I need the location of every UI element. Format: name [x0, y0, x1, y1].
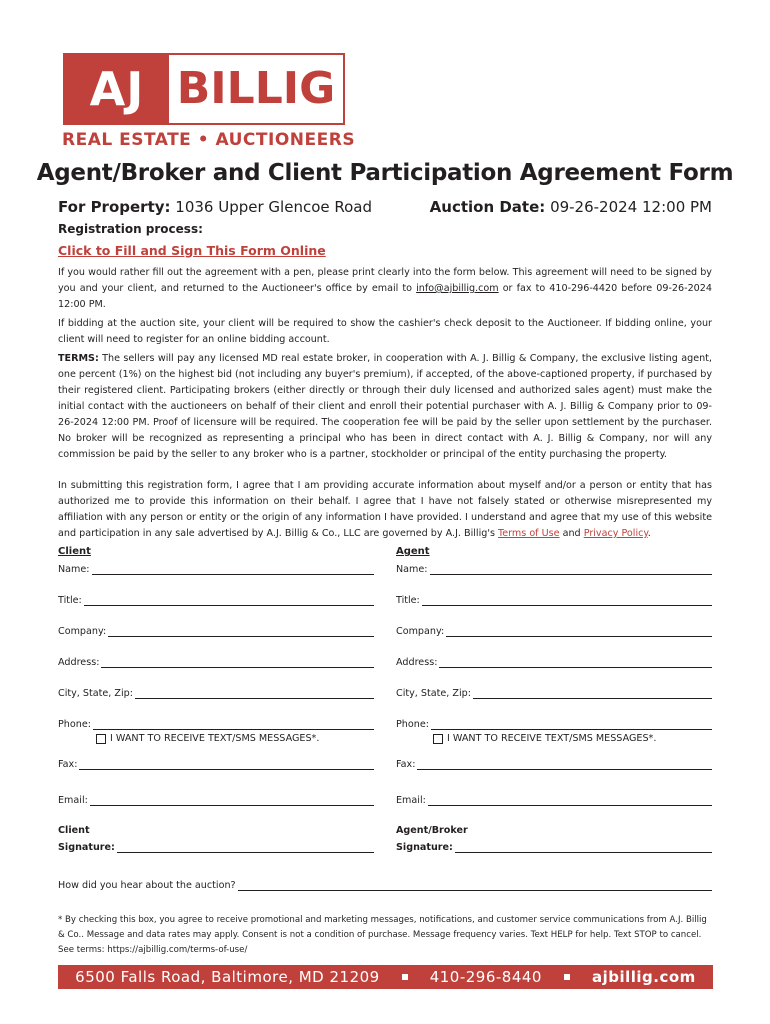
agent-signature-line[interactable]	[455, 841, 712, 853]
client-sms-checkbox[interactable]	[96, 733, 319, 744]
client-city-field[interactable]	[58, 685, 374, 699]
privacy-policy-link[interactable]: Privacy Policy	[583, 528, 648, 539]
client-phone-line[interactable]	[93, 718, 374, 730]
property-label: For Property:	[58, 198, 171, 216]
hear-about-line[interactable]	[238, 879, 712, 891]
sms-footnote: * By checking this box, you agree to receive promotional and marketing messages, notifications, and customer service communications from A.J. Billig & Co.. Message and data rates may apply. Consent is not a condition of purchase. Message frequency varies. Text HELP for help. Text STOP to cancel. See terms: https://ajbillig.com/terms-of-use/	[58, 915, 707, 955]
auction-date-value: 09-26-2024 12:00 PM	[550, 198, 712, 216]
square-bullet-icon	[564, 974, 570, 980]
square-bullet-icon	[402, 974, 408, 980]
terms-label: TERMS:	[58, 353, 99, 364]
client-title-line[interactable]	[84, 594, 374, 606]
agent-sms-label: I WANT TO RECEIVE TEXT/SMS MESSAGES*.	[447, 733, 657, 744]
client-name-line[interactable]	[92, 563, 374, 575]
instructions-text-end: or fax to 410-296-4420 before 09-26-2024 12:00 PM.	[58, 283, 712, 310]
agent-name-field[interactable]	[396, 561, 712, 575]
agreement-and: and	[559, 528, 584, 539]
terms-paragraph	[58, 351, 712, 463]
client-fax-field[interactable]	[58, 756, 374, 770]
agent-title-line[interactable]	[422, 594, 712, 606]
agent-address-line[interactable]	[439, 656, 712, 668]
agent-city-line[interactable]	[473, 687, 712, 699]
property-value: 1036 Upper Glencoe Road	[175, 198, 373, 216]
client-name-label: Name:	[58, 564, 90, 575]
agent-address-field[interactable]	[396, 654, 712, 668]
client-phone-label: Phone:	[58, 719, 91, 730]
agent-email-label: Email:	[396, 795, 426, 806]
footer-website[interactable]: ajbillig.com	[591, 968, 696, 986]
agent-fax-field[interactable]	[396, 756, 712, 770]
fill-sign-online-link[interactable]: Click to Fill and Sign This Form Online	[58, 243, 326, 258]
hear-about-field[interactable]	[58, 877, 712, 891]
client-title-field[interactable]	[58, 592, 374, 606]
logo-aj: AJ	[65, 55, 169, 123]
agent-fax-label: Fax:	[396, 759, 416, 770]
footer-phone: 410-296-8440	[429, 968, 542, 986]
agent-company-field[interactable]	[396, 623, 712, 637]
footer-address: 6500 Falls Road, Baltimore, MD 21209	[75, 968, 380, 986]
agent-city-field[interactable]	[396, 685, 712, 699]
agent-signature-label	[396, 823, 468, 839]
agent-name-line[interactable]	[430, 563, 712, 575]
agent-sig-label2: Signature:	[396, 842, 453, 853]
client-address-field[interactable]	[58, 654, 374, 668]
agent-name-label: Name:	[396, 564, 428, 575]
agent-phone-field[interactable]	[396, 716, 712, 730]
agreement-paragraph	[58, 478, 712, 542]
checkbox-icon[interactable]	[433, 734, 443, 744]
client-email-field[interactable]	[58, 792, 374, 806]
client-signature-label	[58, 823, 90, 839]
client-city-label: City, State, Zip:	[58, 688, 133, 699]
client-signature-line[interactable]	[117, 841, 374, 853]
agent-sig-line1: Agent/Broker	[396, 825, 468, 836]
registration-heading: Registration process:	[58, 222, 203, 236]
agent-address-label: Address:	[396, 657, 438, 668]
checkbox-icon[interactable]	[96, 734, 106, 744]
agreement-end: .	[647, 528, 651, 539]
client-company-field[interactable]	[58, 623, 374, 637]
company-logo	[63, 53, 345, 125]
agent-city-label: City, State, Zip:	[396, 688, 471, 699]
agent-fax-line[interactable]	[417, 758, 712, 770]
logo-tagline: REAL ESTATE • AUCTIONEERS	[62, 130, 356, 150]
auction-date-line	[430, 198, 712, 216]
agreement-text: In submitting this registration form, I agree that I am providing accurate information about myself and/or a person or entity that has authorized me to provide this information on their behalf. I agree that I have not falsely stated or otherwise misrepresented my affiliation with any person or entity or the origin of any information I have provided. I understand and agree that my use of this website and participation in any sale advertised by A.J. Billig & Co., LLC are governed by A.J. Billig's	[58, 480, 712, 539]
agent-company-label: Company:	[396, 626, 445, 637]
agent-email-field[interactable]	[396, 792, 712, 806]
agent-phone-line[interactable]	[431, 718, 712, 730]
auction-date-label: Auction Date:	[429, 198, 546, 216]
client-heading: Client	[58, 546, 91, 557]
client-phone-field[interactable]	[58, 716, 374, 730]
footer-bar	[58, 965, 713, 989]
email-link[interactable]: info@ajbillig.com	[416, 283, 499, 294]
client-email-label: Email:	[58, 795, 88, 806]
agent-phone-label: Phone:	[396, 719, 429, 730]
client-sig-label2: Signature:	[58, 842, 115, 853]
agent-sms-checkbox[interactable]	[433, 733, 656, 744]
client-address-line[interactable]	[101, 656, 374, 668]
client-city-line[interactable]	[135, 687, 374, 699]
client-company-line[interactable]	[108, 625, 374, 637]
client-title-label: Title:	[58, 595, 82, 606]
terms-of-use-link[interactable]: Terms of Use	[498, 528, 560, 539]
bidding-paragraph: If bidding at the auction site, your client will be required to show the cashier's check deposit to the Auctioneer. If bidding online, your client will need to register for an online bidding account.	[58, 318, 712, 345]
client-signature-field[interactable]	[58, 839, 374, 853]
instructions-paragraph	[58, 265, 712, 313]
agent-heading: Agent	[396, 546, 430, 557]
client-fax-line[interactable]	[79, 758, 374, 770]
client-address-label: Address:	[58, 657, 100, 668]
instructions-text: If you would rather fill out the agreement with a pen, please print clearly into the form below. This agreement will need to be signed by you and your client, and returned to the Auctioneer's office by email to	[58, 267, 712, 294]
client-email-line[interactable]	[90, 794, 374, 806]
agent-title-label: Title:	[396, 595, 420, 606]
client-sig-line1: Client	[58, 825, 90, 836]
terms-text: The sellers will pay any licensed MD real estate broker, in cooperation with A. J. Billig & Company, the exclusive listing agent, one percent (1%) on the highest bid (not including any buyer's premium), if accepted, of the above-captioned property, if purchased by their registered client. Participating brokers (either directly or through their duly licensed and authorized sales agent) must make the initial contact with the auctioneers on behalf of their client and enroll their potential purchaser with A. J. Billig & Company prior to 09-26-2024 12:00 PM. Proof of licensure will be required. The cooperation fee will be paid by the seller upon settlement by the purchaser. No broker will be recognized as representing a principal who has been in direct contact with A. J. Billig & Company, nor will any commission be paid by the seller to any broker who is a partner, stockholder or principal of the entity purchasing the property.	[58, 353, 712, 460]
agent-email-line[interactable]	[428, 794, 712, 806]
logo-billig: BILLIG	[176, 63, 336, 114]
agent-signature-field[interactable]	[396, 839, 712, 853]
client-fax-label: Fax:	[58, 759, 78, 770]
client-name-field[interactable]	[58, 561, 374, 575]
agent-title-field[interactable]	[396, 592, 712, 606]
property-line	[58, 198, 372, 216]
hear-about-label: How did you hear about the auction?	[58, 880, 236, 891]
agent-company-line[interactable]	[446, 625, 712, 637]
client-sms-label: I WANT TO RECEIVE TEXT/SMS MESSAGES*.	[110, 733, 320, 744]
page-title: Agent/Broker and Client Participation Agreement Form	[36, 160, 734, 186]
client-company-label: Company:	[58, 626, 107, 637]
